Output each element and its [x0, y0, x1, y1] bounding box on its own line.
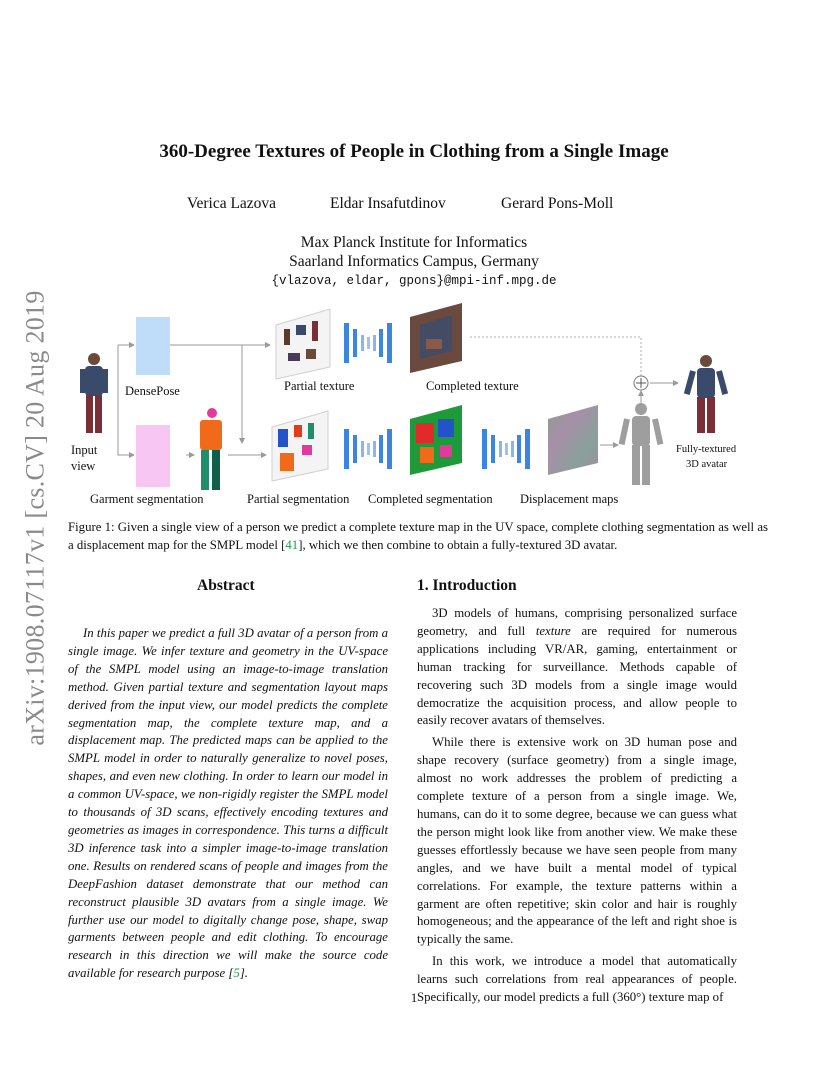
- author-3: Gerard Pons-Moll: [501, 195, 614, 212]
- input-person-image: [80, 353, 108, 433]
- citation-link[interactable]: 5: [233, 966, 240, 981]
- figure-1-caption: Figure 1: Given a single view of a person we predict a complete texture map in the UV space, complete clothing segmentation as well as a displacement map for the SMPL model [41], which we then combine to obtain a fully-textured 3D avatar.: [68, 520, 768, 552]
- texture-skip-connection: [470, 337, 641, 377]
- label-completed-texture: Completed texture: [426, 379, 519, 393]
- label-3d-avatar: 3D avatar: [686, 459, 728, 470]
- label-densepose: DensePose: [125, 384, 180, 398]
- partial-segmentation-panel: [272, 411, 328, 481]
- label-completed-segmentation: Completed segmentation: [368, 492, 493, 506]
- author-emails: {vlazova, eldar, gpons}@mpi-inf.mpg.de: [271, 274, 557, 288]
- label-displacement-maps: Displacement maps: [520, 492, 619, 506]
- label-fully-textured: Fully-textured: [676, 444, 737, 455]
- author-1: Verica Lazova: [187, 195, 277, 212]
- label-view: view: [71, 459, 96, 473]
- author-2: Eldar Insafutdinov: [330, 195, 446, 212]
- figure-1-diagram: [0, 295, 828, 515]
- affiliation-line-2: Saarland Informatics Campus, Germany: [289, 253, 539, 270]
- arxiv-id: arXiv:1908.07117v1 [cs.CV] 20 Aug 2019: [21, 290, 51, 746]
- network-block-displacement: [482, 429, 530, 469]
- introduction-heading: 1. Introduction: [417, 577, 517, 594]
- paper-title: 360-Degree Textures of People in Clothing from a Single Image: [159, 141, 669, 162]
- page-number: 1: [410, 990, 418, 1005]
- displacement-map-panel: [548, 405, 598, 475]
- label-garment-segmentation: Garment segmentation: [90, 492, 204, 506]
- label-partial-texture: Partial texture: [284, 379, 355, 393]
- intro-paragraph-3: In this work, we introduce a model that automatically learns such correlations from real appearances of people. Specifically, our model predicts a full (360°) texture map of: [417, 954, 737, 1005]
- author-list: [0, 195, 828, 215]
- intro-paragraph-1: 3D models of humans, comprising personalized surface geometry, and full texture are required for numerous applications including VR/AR, gaming, entertainment or human tracking for surveillance. Methods capable of recovering such 3D models from a single image would democratize the acquisition process, and allow people to easily recover avatars of themselves.: [417, 606, 737, 728]
- abstract-text: In this paper we predict a full 3D avatar of a person from a single image. We infer texture and geometry in the UV-space of the SMPL model using an image-to-image translation method. Given partial texture and segmentation layout maps derived from the input view, our model predicts the complete segmentation map, the complete texture map, and a displacement map. The predicted maps can be applied to the SMPL model in order to naturally generalize to novel poses, shapes, and even new clothing. In order to learn our model in a common UV-space, we non-rigidly register the SMPL model to thousands of 3D scans, effectively encoding textures and geometries as images in correspondence. This turns a difficult 3D inference task into a simpler image-to-image translation one. Results on rendered scans of people and images from the DeepFashion dataset demonstrate that our method can reconstruct plausible 3D avatars from a single image. We further use our model to digitally change pose, shape, swap garments between people and edit clothing. To encourage research in this direction we will make the source code available for research purpose [5].: [68, 626, 388, 981]
- completed-texture-panel: [410, 303, 462, 373]
- combine-plus-icon: [634, 376, 648, 390]
- garment-segmentation-map: [136, 425, 170, 487]
- completed-segmentation-panel: [410, 405, 462, 475]
- label-input: Input: [71, 443, 98, 457]
- intro-paragraph-2: While there is extensive work on 3D human pose and shape recovery (surface geometry) from a single image, almost no work addresses the problem of predicting a complete texture of a person from a single image. We, humans, can do it to some degree, because we can guess what the person might look like from another view. We make these guesses effortlessly because we have seen people from many angles, and we have built a mental model of typical correlations. For example, the texture patterns within a garment are often repetitive; skin color and hair is roughly homogeneous; and the appearance of the left and right shoe is typically the same.: [417, 735, 737, 947]
- textured-avatar-image: [684, 355, 728, 433]
- network-block-segmentation: [344, 429, 392, 469]
- segmented-person-image: [200, 408, 222, 490]
- abstract-heading: Abstract: [197, 577, 255, 594]
- introduction-text: [417, 605, 737, 1011]
- affiliation-line-1: Max Planck Institute for Informatics: [300, 234, 528, 251]
- smpl-body-model: [619, 403, 664, 485]
- label-partial-segmentation: Partial segmentation: [247, 492, 350, 506]
- densepose-map: [136, 317, 170, 375]
- citation-link[interactable]: 41: [285, 538, 299, 552]
- partial-texture-panel: [276, 309, 330, 379]
- network-block-texture: [344, 323, 392, 363]
